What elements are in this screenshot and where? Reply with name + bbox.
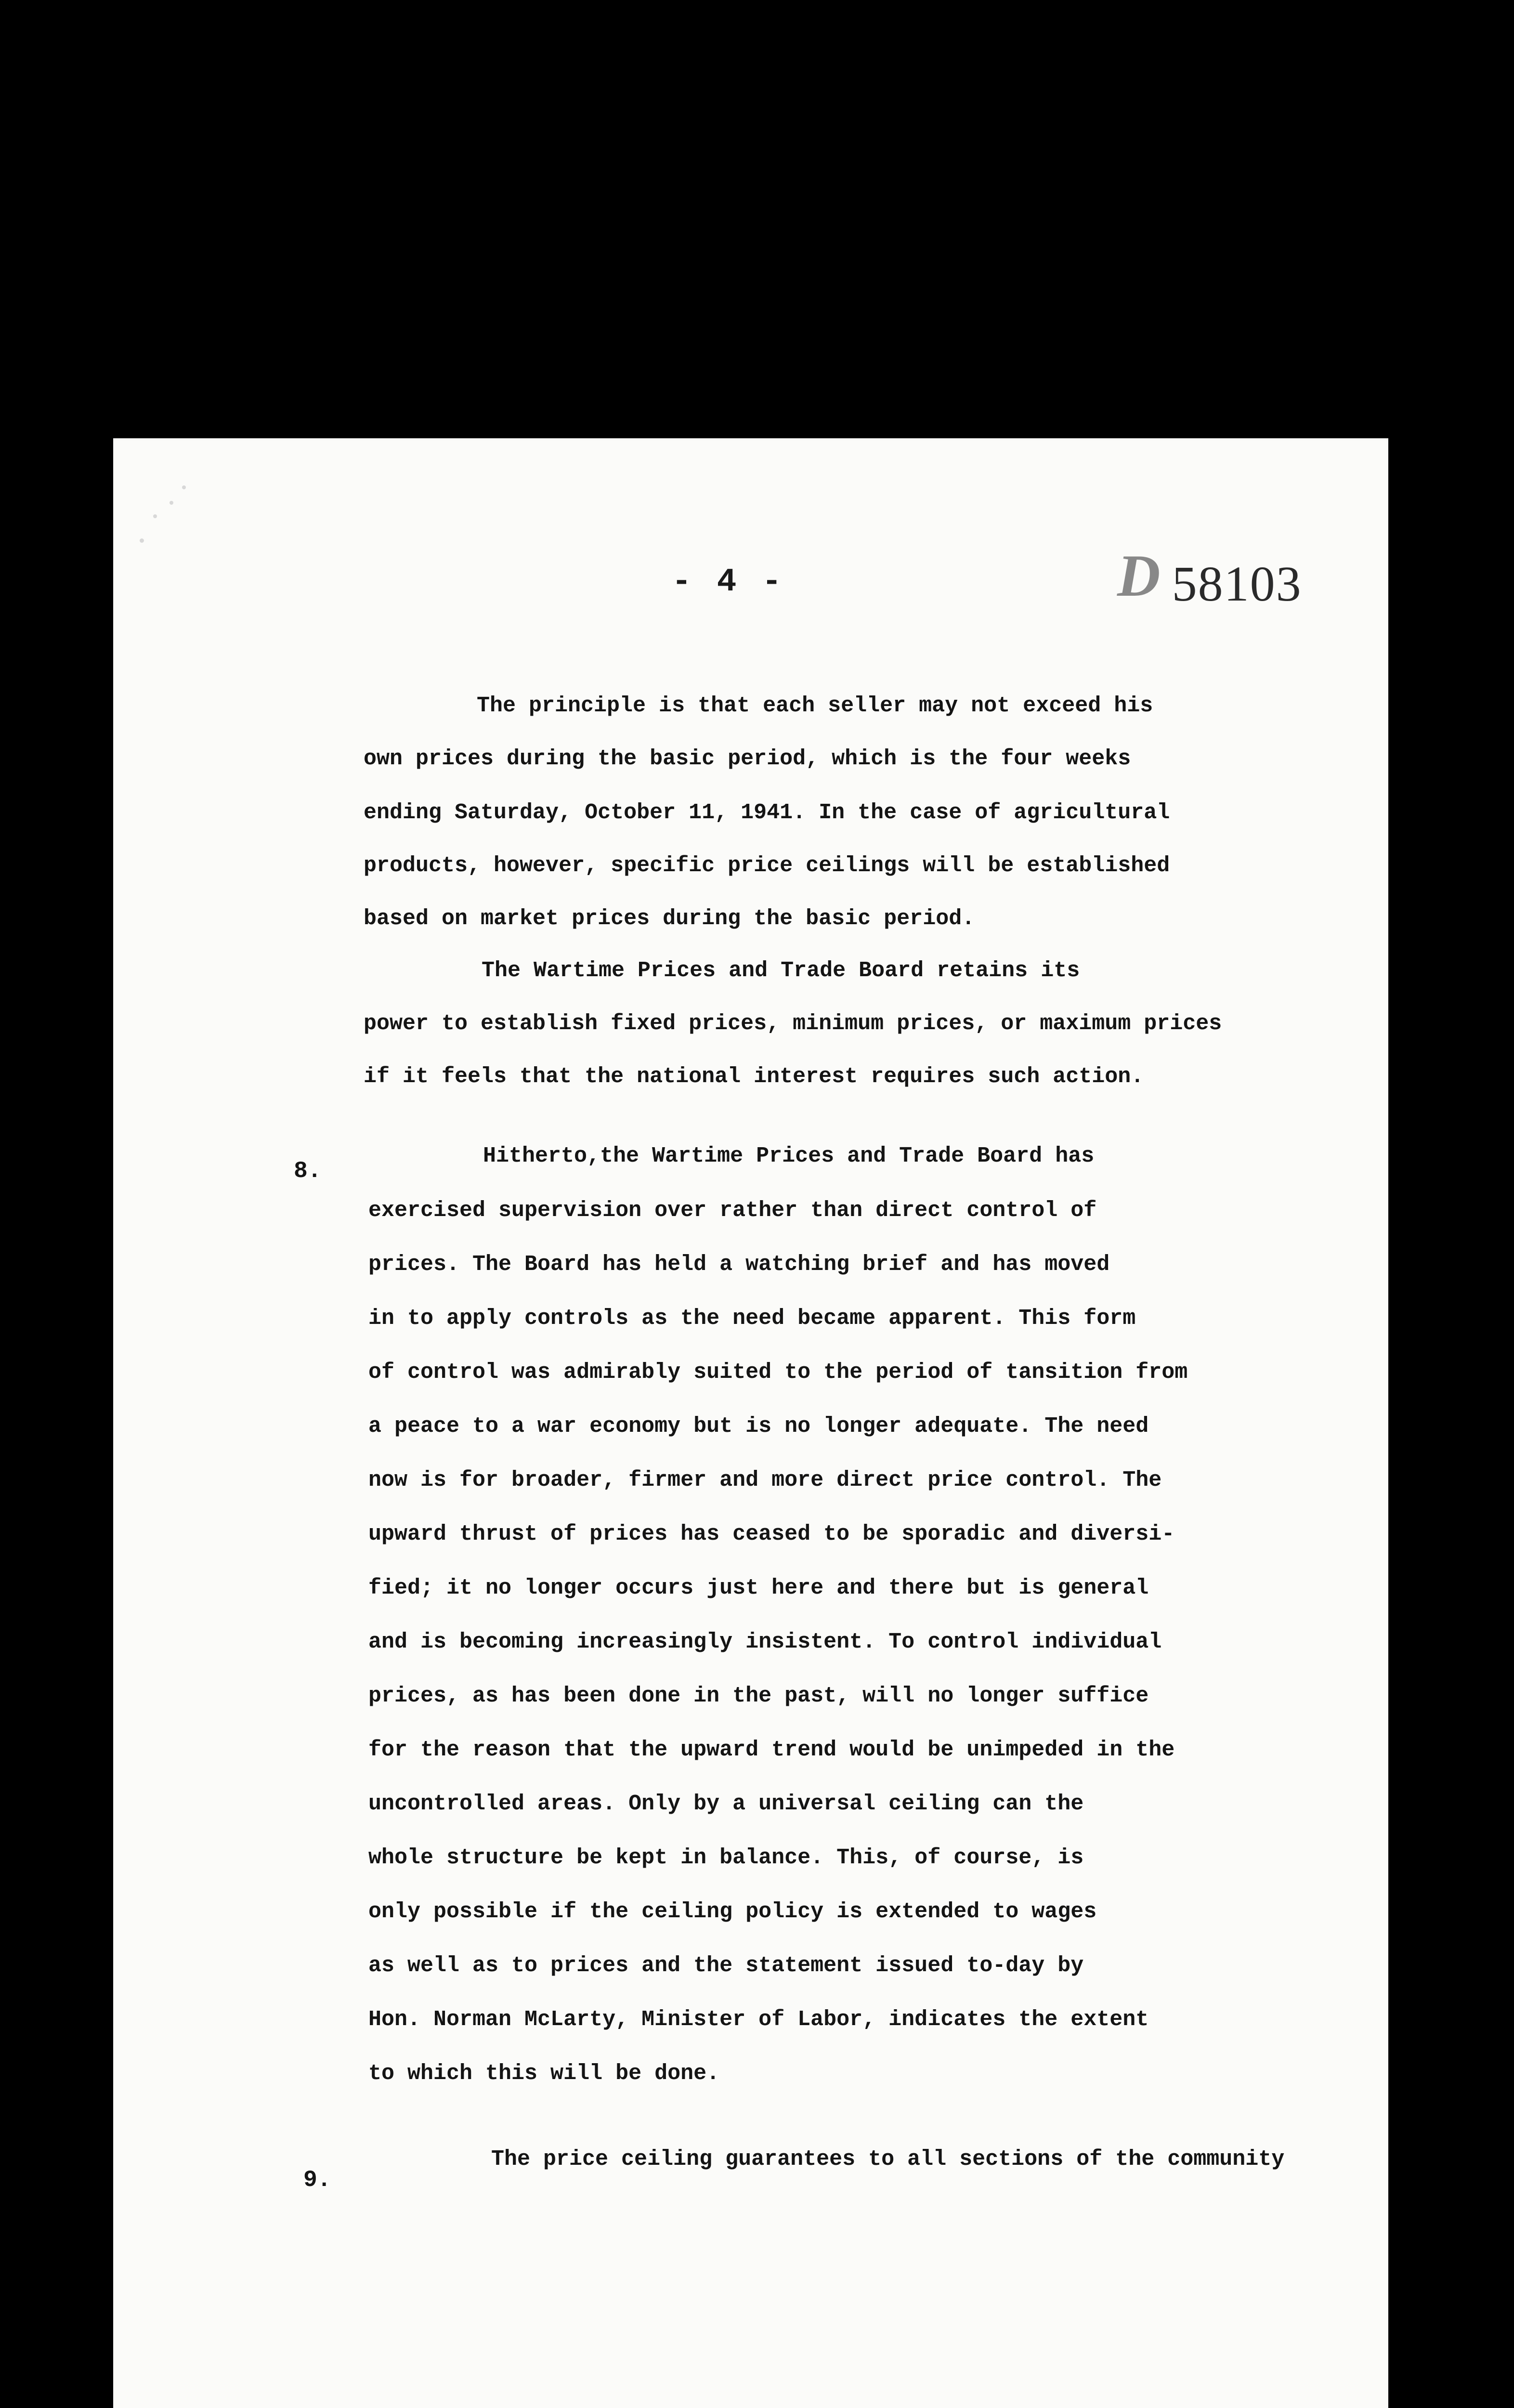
- body-text: [113, 438, 1388, 2408]
- text-line: The price ceiling guarantees to all sections of the community: [491, 2147, 1285, 2172]
- document-code-number: 58103: [1172, 556, 1302, 612]
- text-line: based on market prices during the basic period.: [364, 906, 975, 931]
- text-line: The Wartime Prices and Trade Board retains its: [482, 958, 1080, 983]
- text-line: Hitherto,the Wartime Prices and Trade Board has: [483, 1144, 1095, 1168]
- text-line: if it feels that the national interest requires such action.: [364, 1064, 1144, 1089]
- text-line: only possible if the ceiling policy is extended to wages: [368, 1899, 1097, 1924]
- text-line: in to apply controls as the need became apparent. This form: [368, 1306, 1136, 1331]
- text-line: uncontrolled areas. Only by a universal ceiling can the: [368, 1792, 1084, 1816]
- paragraph-number: 8.: [294, 1158, 322, 1184]
- text-line: and is becoming increasingly insistent. To control individual: [368, 1630, 1162, 1654]
- document-code-letter: D: [1117, 543, 1161, 609]
- text-line: power to establish fixed prices, minimum prices, or maximum prices: [364, 1011, 1222, 1036]
- text-line: The principle is that each seller may not exceed his: [477, 694, 1153, 718]
- text-line: whole structure be kept in balance. This, of course, is: [368, 1845, 1084, 1870]
- paragraph-number: 9.: [303, 2167, 331, 2193]
- page-number: - 4 -: [672, 563, 785, 601]
- text-line: ending Saturday, October 11, 1941. In the case of agricultural: [364, 800, 1170, 825]
- text-line: as well as to prices and the statement issued to-day by: [368, 1953, 1084, 1978]
- scan-speck: [153, 514, 157, 518]
- text-line: upward thrust of prices has ceased to be sporadic and diversi-: [368, 1522, 1175, 1546]
- text-line: exercised supervision over rather than direct control of: [368, 1198, 1097, 1223]
- text-line: now is for broader, firmer and more direct price control. The: [368, 1468, 1162, 1492]
- text-line: to which this will be done.: [368, 2061, 720, 2086]
- scan-speck: [140, 538, 144, 543]
- scan-speck: [170, 501, 173, 505]
- text-line: prices, as has been done in the past, will no longer suffice: [368, 1684, 1149, 1708]
- text-line: own prices during the basic period, which is the four weeks: [364, 746, 1131, 771]
- text-line: prices. The Board has held a watching brief and has moved: [368, 1252, 1110, 1277]
- text-line: fied; it no longer occurs just here and there but is general: [368, 1576, 1149, 1600]
- text-line: for the reason that the upward trend would be unimpeded in the: [368, 1738, 1175, 1762]
- text-line: a peace to a war economy but is no longer adequate. The need: [368, 1414, 1149, 1439]
- text-line: products, however, specific price ceilings will be established: [364, 853, 1170, 878]
- scan-speck: [182, 485, 186, 489]
- document-page: [113, 438, 1388, 2408]
- text-line: of control was admirably suited to the period of tansition from: [368, 1360, 1188, 1385]
- text-line: Hon. Norman McLarty, Minister of Labor, indicates the extent: [368, 2007, 1149, 2032]
